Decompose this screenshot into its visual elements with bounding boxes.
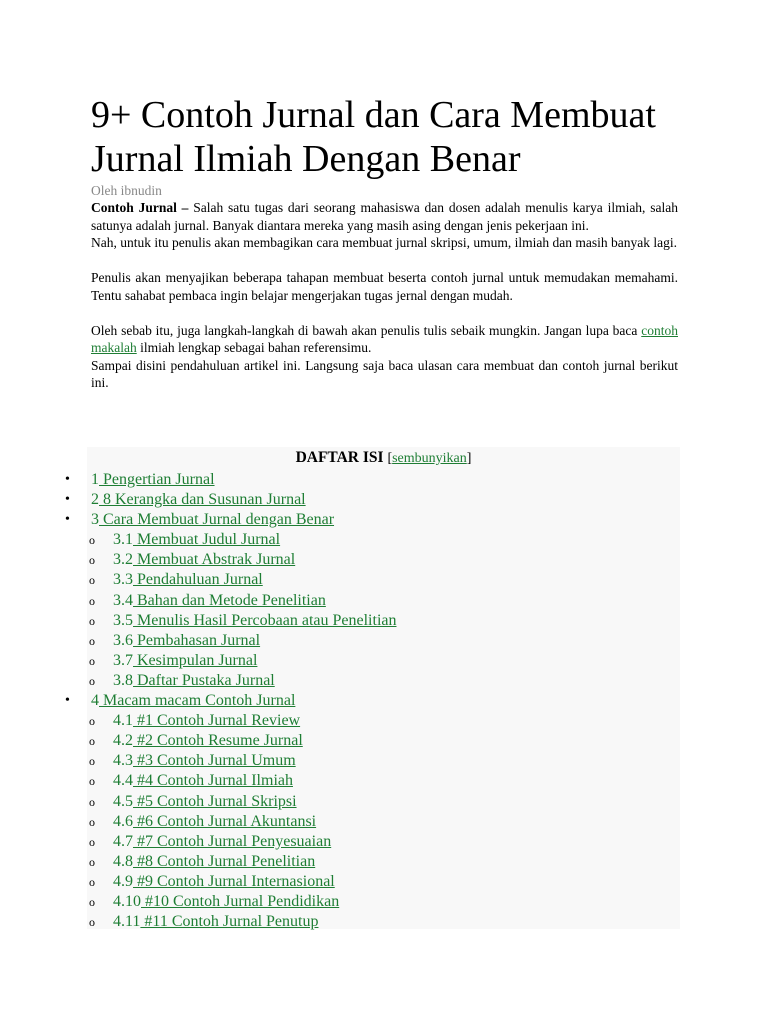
toc-item-number: 4.2: [113, 732, 133, 750]
article-title: 9+ Contoh Jurnal dan Cara Membuat Jurnal Ilmiah Dengan Benar: [91, 94, 656, 180]
list-bullet-icon: o: [89, 814, 95, 829]
list-bullet-icon: o: [89, 553, 95, 568]
toc-item-link[interactable]: #5 Contoh Jurnal Skripsi: [133, 792, 297, 810]
toc-item[interactable]: [87, 651, 680, 671]
toc-item-link[interactable]: Kesimpulan Jurnal: [133, 651, 258, 669]
paragraph-3: Penulis akan menyajikan beberapa tahapan membuat beserta contoh jurnal untuk memudakan memahami. Tentu sahabat pembaca ingin belajar mengerjakan tugas jernal dengan mudah.: [91, 270, 678, 303]
toc-item-number: 4.8: [113, 852, 133, 870]
toc-item-link[interactable]: #10 Contoh Jurnal Pendidikan: [141, 892, 340, 910]
paragraph-4: Oleh sebab itu, juga langkah-langkah di bawah akan penulis tulis sebaik mungkin. Jangan lupa baca contoh makalah ilmiah lengkap sebagai bahan referensimu.: [91, 322, 678, 355]
list-bullet-icon: o: [89, 613, 95, 628]
toc-item[interactable]: [87, 751, 680, 771]
toc-item[interactable]: [87, 771, 680, 791]
toc-item-link[interactable]: 8 Kerangka dan Susunan Jurnal: [99, 491, 306, 509]
list-bullet-icon: o: [89, 593, 95, 608]
list-bullet-icon: o: [89, 533, 95, 548]
toc-item-number: 4: [91, 692, 99, 710]
article: [91, 93, 678, 392]
toc-item-link[interactable]: #1 Contoh Jurnal Review: [133, 712, 301, 730]
list-bullet-icon: o: [89, 834, 95, 849]
toc-item-number: 3: [91, 511, 99, 529]
toc-item-number: 4.9: [113, 872, 133, 890]
intro-text: Salah satu tugas dari seorang mahasiswa dan dosen adalah menulis karya ilmiah, salah satunya adalah jurnal. Banyak diantara mereka yang masih asing dengan jenis pekerjaan ini.: [91, 200, 678, 233]
toc-item-number: 4.11: [113, 913, 141, 931]
toc-item[interactable]: [87, 792, 680, 812]
toc-item[interactable]: [65, 691, 680, 711]
toc-item-number: 4.5: [113, 792, 133, 810]
article-body: [91, 199, 678, 392]
toc-item[interactable]: [87, 832, 680, 852]
toc-item-number: 3.4: [113, 591, 133, 609]
toc-item[interactable]: [87, 591, 680, 611]
toc-item[interactable]: [87, 671, 680, 691]
toc-item[interactable]: [87, 570, 680, 590]
list-bullet-icon: •: [65, 693, 70, 709]
list-bullet-icon: o: [89, 874, 95, 889]
toc-item-link[interactable]: Menulis Hasil Percobaan atau Penelitian: [133, 611, 397, 629]
toc-item[interactable]: [87, 631, 680, 651]
toc-item[interactable]: [87, 611, 680, 631]
list-bullet-icon: o: [89, 673, 95, 688]
toc-item-link[interactable]: #7 Contoh Jurnal Penyesuaian: [133, 832, 332, 850]
toc-item-link[interactable]: Membuat Judul Jurnal: [133, 531, 281, 549]
toc-header: DAFTAR ISI [sembunyikan]: [295, 449, 472, 466]
toc-item-link[interactable]: #11 Contoh Jurnal Penutup: [140, 913, 319, 931]
toc-item[interactable]: [87, 872, 680, 892]
toc-item-link[interactable]: #9 Contoh Jurnal Internasional: [133, 872, 335, 890]
toc-item-link[interactable]: #2 Contoh Resume Jurnal: [133, 732, 303, 750]
list-bullet-icon: o: [89, 734, 95, 749]
toc-item[interactable]: [87, 731, 680, 751]
toc-item-number: 4.7: [113, 832, 133, 850]
toc-item-number: 3.3: [113, 571, 133, 589]
toc-item[interactable]: [87, 912, 680, 932]
list-bullet-icon: o: [89, 653, 95, 668]
toc-item[interactable]: [65, 510, 680, 530]
toc-item[interactable]: [87, 711, 680, 731]
list-bullet-icon: o: [89, 573, 95, 588]
list-bullet-icon: o: [89, 633, 95, 648]
toc-item-link[interactable]: Bahan dan Metode Penelitian: [133, 591, 326, 609]
paragraph-2: Nah, untuk itu penulis akan membagikan cara membuat jurnal skripsi, umum, ilmiah dan masih banyak lagi.: [91, 235, 677, 250]
list-bullet-icon: •: [65, 512, 70, 528]
toc-list: [65, 470, 680, 932]
toc-item[interactable]: [65, 470, 680, 490]
toc-item-number: 3.6: [113, 631, 133, 649]
intro-paragraph: [91, 199, 678, 234]
table-of-contents: [65, 447, 680, 931]
toc-toggle-link[interactable]: sembunyikan: [392, 451, 467, 466]
toc-item-number: 2: [91, 491, 99, 509]
toc-item-link[interactable]: Daftar Pustaka Jurnal: [133, 671, 275, 689]
toc-item-link[interactable]: #8 Contoh Jurnal Penelitian: [133, 852, 316, 870]
toc-item-number: 3.2: [113, 551, 133, 569]
toc-item-link[interactable]: Pembahasan Jurnal: [133, 631, 261, 649]
list-bullet-icon: o: [89, 894, 95, 909]
toc-item[interactable]: [87, 530, 680, 550]
toc-item-number: 4.10: [113, 892, 141, 910]
list-bullet-icon: •: [65, 492, 70, 508]
list-bullet-icon: o: [89, 915, 95, 930]
toc-item-number: 3.8: [113, 671, 133, 689]
intro-bold: Contoh Jurnal –: [91, 200, 189, 215]
list-bullet-icon: o: [89, 794, 95, 809]
toc-item-link[interactable]: Macam macam Contoh Jurnal: [99, 692, 296, 710]
toc-item-number: 1: [91, 471, 99, 488]
list-bullet-icon: o: [89, 854, 95, 869]
toc-item[interactable]: [87, 550, 680, 570]
list-bullet-icon: o: [89, 714, 95, 729]
toc-item-link[interactable]: #4 Contoh Jurnal Ilmiah: [133, 772, 293, 790]
paragraph-5: Sampai disini pendahuluan artikel ini. Langsung saja baca ulasan cara membuat dan contoh jurnal berikut ini.: [91, 357, 678, 390]
toc-item-number: 4.6: [113, 812, 133, 830]
list-bullet-icon: o: [89, 754, 95, 769]
toc-item-number: 3.1: [113, 531, 133, 549]
toc-item-number: 3.5: [113, 611, 133, 629]
toc-heading: DAFTAR ISI: [295, 449, 384, 466]
toc-item[interactable]: [87, 812, 680, 832]
list-bullet-icon: o: [89, 774, 95, 789]
toc-item-link[interactable]: #6 Contoh Jurnal Akuntansi: [133, 812, 317, 830]
toc-item-number: 4.1: [113, 712, 133, 730]
toc-item[interactable]: [87, 892, 680, 912]
toc-item[interactable]: [87, 852, 680, 872]
toc-item-number: 3.7: [113, 651, 133, 669]
toc-item-number: 4.4: [113, 772, 133, 790]
article-author: Oleh ibnudin: [91, 183, 162, 198]
contoh-makalah-link[interactable]: contoh makalah: [91, 322, 678, 355]
toc-item-link[interactable]: Cara Membuat Jurnal dengan Benar: [99, 511, 335, 529]
toc-item-link[interactable]: #3 Contoh Jurnal Umum: [133, 752, 296, 770]
toc-item[interactable]: [65, 490, 680, 510]
toc-item-link[interactable]: Pengertian Jurnal: [99, 471, 215, 488]
toc-item-number: 4.3: [113, 752, 133, 770]
toc-item-link[interactable]: Membuat Abstrak Jurnal: [133, 551, 296, 569]
toc-item-link[interactable]: Pendahuluan Jurnal: [133, 571, 263, 589]
list-bullet-icon: •: [65, 472, 70, 487]
